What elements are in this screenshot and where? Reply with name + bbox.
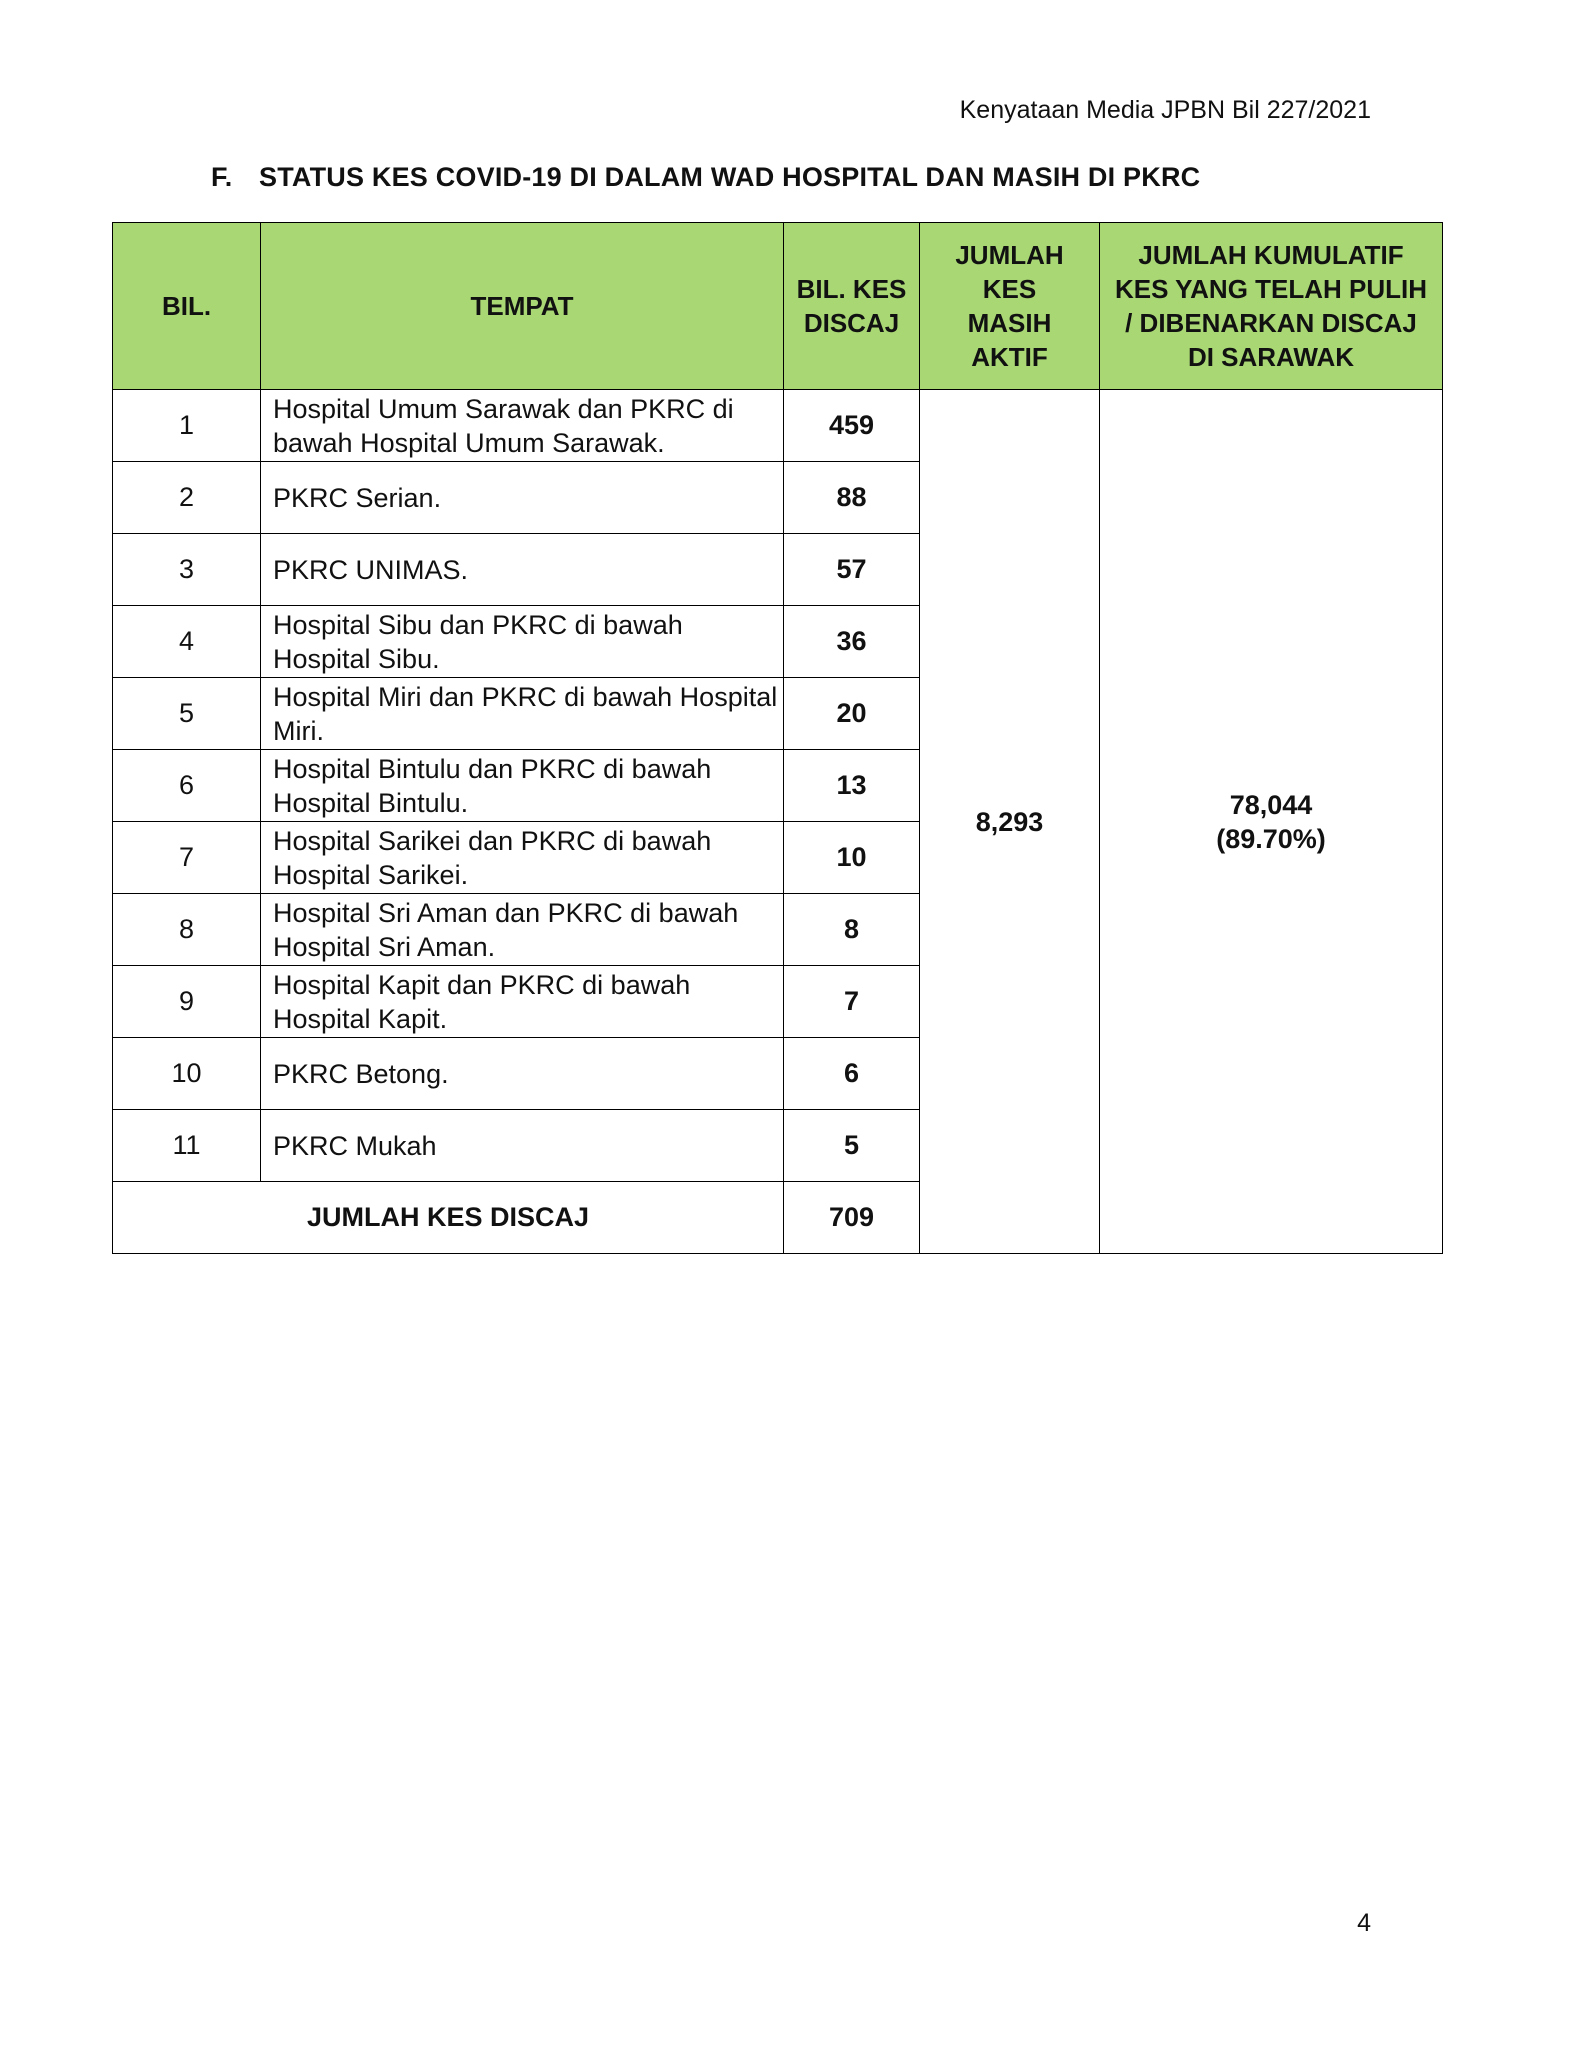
row-tempat: Hospital Sibu dan PKRC di bawah Hospital Sibu. bbox=[261, 606, 784, 678]
covid-status-table bbox=[112, 222, 1443, 1254]
row-tempat: Hospital Sri Aman dan PKRC di bawah Hospital Sri Aman. bbox=[261, 894, 784, 966]
row-tempat: PKRC Mukah bbox=[261, 1110, 784, 1182]
row-tempat: Hospital Bintulu dan PKRC di bawah Hospital Bintulu. bbox=[261, 750, 784, 822]
row-tempat: PKRC UNIMAS. bbox=[261, 534, 784, 606]
row-bil: 6 bbox=[113, 750, 261, 822]
total-discaj: 709 bbox=[784, 1182, 920, 1254]
table-row bbox=[113, 390, 1443, 462]
jumlah-kumulatif-cell bbox=[1100, 390, 1443, 1254]
row-discaj: 5 bbox=[784, 1110, 920, 1182]
header-jumlah-kumulatif-text: JUMLAH KUMULATIF KES YANG TELAH PULIH / DIBENARKAN DISCAJ DI SARAWAK bbox=[1114, 240, 1428, 372]
row-bil: 7 bbox=[113, 822, 261, 894]
jumlah-kes-masih-aktif-cell bbox=[920, 390, 1100, 1254]
row-tempat: PKRC Betong. bbox=[261, 1038, 784, 1110]
row-tempat: PKRC Serian. bbox=[261, 462, 784, 534]
header-tempat: TEMPAT bbox=[261, 223, 784, 390]
row-bil: 2 bbox=[113, 462, 261, 534]
row-discaj: 57 bbox=[784, 534, 920, 606]
row-tempat: Hospital Miri dan PKRC di bawah Hospital Miri. bbox=[261, 678, 784, 750]
row-bil: 5 bbox=[113, 678, 261, 750]
header-bil: BIL. bbox=[113, 223, 261, 390]
jumlah-kumulatif-value: 78,044 bbox=[1229, 789, 1313, 820]
row-tempat: Hospital Kapit dan PKRC di bawah Hospital Kapit. bbox=[261, 966, 784, 1038]
row-discaj: 7 bbox=[784, 966, 920, 1038]
row-discaj: 459 bbox=[784, 390, 920, 462]
row-tempat: Hospital Umum Sarawak dan PKRC di bawah Hospital Umum Sarawak. bbox=[261, 390, 784, 462]
row-bil: 8 bbox=[113, 894, 261, 966]
header-jumlah-kes-masih-aktif bbox=[920, 223, 1100, 390]
total-label: JUMLAH KES DISCAJ bbox=[113, 1182, 784, 1254]
row-discaj: 13 bbox=[784, 750, 920, 822]
row-discaj: 6 bbox=[784, 1038, 920, 1110]
table-header-row bbox=[113, 223, 1443, 390]
row-bil: 1 bbox=[113, 390, 261, 462]
row-tempat: Hospital Sarikei dan PKRC di bawah Hospital Sarikei. bbox=[261, 822, 784, 894]
row-discaj: 88 bbox=[784, 462, 920, 534]
page-number: 4 bbox=[1357, 1909, 1371, 1937]
section-letter: F. bbox=[211, 162, 233, 192]
document-reference: Kenyataan Media JPBN Bil 227/2021 bbox=[959, 96, 1371, 124]
jumlah-kes-masih-aktif-value: 8,293 bbox=[975, 806, 1044, 837]
row-bil: 4 bbox=[113, 606, 261, 678]
row-discaj: 20 bbox=[784, 678, 920, 750]
jumlah-kumulatif-percent: (89.70%) bbox=[1216, 823, 1326, 854]
header-jumlah-kes-masih-aktif-text: JUMLAH KES MASIH AKTIF bbox=[955, 240, 1064, 372]
header-bil-kes-discaj-text: BIL. KES DISCAJ bbox=[796, 274, 907, 338]
row-bil: 9 bbox=[113, 966, 261, 1038]
section-title bbox=[211, 162, 1200, 193]
section-title-text: STATUS KES COVID-19 DI DALAM WAD HOSPITAL DAN MASIH DI PKRC bbox=[259, 162, 1201, 192]
header-jumlah-kumulatif bbox=[1100, 223, 1443, 390]
row-discaj: 10 bbox=[784, 822, 920, 894]
row-bil: 11 bbox=[113, 1110, 261, 1182]
row-discaj: 36 bbox=[784, 606, 920, 678]
row-bil: 10 bbox=[113, 1038, 261, 1110]
row-bil: 3 bbox=[113, 534, 261, 606]
row-discaj: 8 bbox=[784, 894, 920, 966]
header-bil-kes-discaj bbox=[784, 223, 920, 390]
